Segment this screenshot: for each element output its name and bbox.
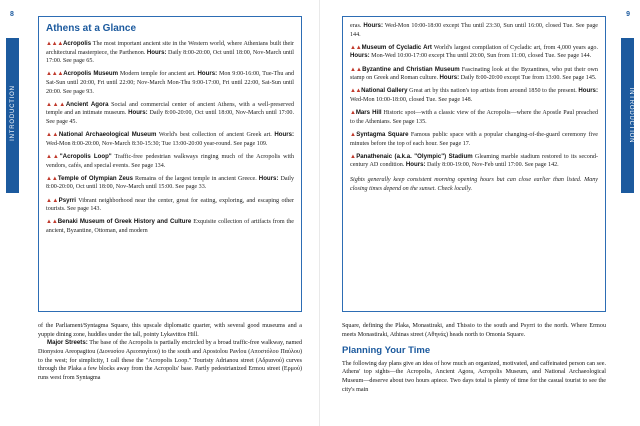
glance-entry	[46, 197, 294, 214]
section-tab-left	[6, 38, 19, 193]
glance-entry	[46, 175, 294, 192]
glance-entry	[46, 218, 294, 235]
left-body-text	[38, 322, 302, 382]
glance-entry	[350, 87, 598, 104]
hours-label: Hours:	[197, 70, 218, 78]
hours-label: Hours:	[578, 87, 598, 95]
body-paragraph: The following day plans give an idea of how much an organized, motivated, and caffeinated person can see. Athens' top sights—the Acropolis, Ancient Agora, Acropolis Museum, and National Archaeological Museum—deserve about two hours apiece. Two days total is plenty of time for the casual tourist to see the city's main	[342, 360, 606, 393]
hours-detail: Daily 8:00-20:00, Oct until 18:00, Nov-March until 17:00. See page 65.	[46, 49, 295, 65]
hours-label: Hours:	[405, 161, 426, 169]
sight-desc: Fascinating look at the Byzantines, who put their own stamp on Greek and Roman culture.	[350, 66, 598, 82]
sight-desc: Great art by this nation's top artists from around 1850 to the present.	[407, 88, 579, 95]
sight-desc: The most important ancient site in the Western world, where Athenians built their architectural masterpiece, the Parthenon.	[46, 41, 294, 56]
hours-label: Hours:	[258, 174, 279, 182]
glance-entry	[350, 153, 598, 170]
sight-name: Ancient Agora	[65, 100, 109, 108]
sight-name: Acropolis Museum	[63, 70, 119, 78]
sight-name: Panathenaic (a.k.a. "Olympic") Stadium	[356, 152, 473, 160]
rating-triangles: ▲▲▲	[46, 101, 66, 108]
athens-at-a-glance-box	[38, 16, 302, 312]
rating-triangles: ▲▲	[46, 219, 58, 226]
section-tab-right-label: INTRODUCTION	[628, 87, 634, 144]
hours-detail: Daily 8:00-19:00, Nov-Feb until 17:00. See page 142.	[425, 162, 559, 169]
glance-entry	[350, 44, 598, 61]
sight-name: Benaki Museum of Greek History and Culture	[57, 218, 192, 226]
sight-desc: Historic spot—with a classic view of the Acropolis—where the Apostle Paul preached to the Athenians. See page 135.	[350, 110, 598, 125]
sight-name: "Acropolis Loop"	[59, 153, 112, 161]
glance-entry	[46, 101, 294, 127]
section-heading-planning: Planning Your Time	[342, 345, 431, 357]
body-paragraph-major-streets	[38, 339, 302, 382]
sight-desc: Famous public space with a popular changing-of-the-guard ceremony five minutes before the top of each hour. See page 17.	[350, 131, 598, 147]
rating-triangles: ▲▲	[350, 44, 362, 51]
sight-name: Byzantine and Christian Museum	[362, 65, 460, 73]
sight-desc: Gleaming marble stadium restored to its second-century AD condition.	[350, 153, 598, 169]
hours-label: Hours:	[363, 22, 383, 29]
rating-triangles: ▲	[350, 110, 356, 117]
glance-entry	[350, 66, 598, 83]
body-paragraph: of the Parliament/Syntagma Square, this upscale diplomatic quarter, with several good museums and a yuppie dining zone, huddles under the tall, pointy Lykavittos Hill.	[38, 323, 302, 338]
body-paragraph: Square, defining the Plaka, Monastiraki, and Thissio to the south and Psyrri to the north. Where Ermou meets Monastiraki, Athinas street (Αθηνάς) heads north to Omonia Square.	[342, 323, 606, 338]
right-page	[320, 0, 640, 426]
glance-entry	[46, 40, 294, 66]
sight-desc: Traffic-free pedestrian walkways ringing much of the Acropolis with vendors, cafés, and special events. See page 134.	[46, 154, 294, 169]
major-streets-heading: Major Streets:	[47, 339, 88, 347]
glance-entry	[46, 131, 294, 148]
page-number-right: 9	[626, 11, 630, 18]
sight-desc: Social and commercial center of ancient Athens, with a well-preserved temple and an intimate museum.	[46, 101, 295, 117]
sight-name: National Archaeological Museum	[58, 131, 157, 139]
box-title: Athens at a Glance	[46, 23, 137, 34]
hours-detail: Daily 8:00-20:00 except Tue from 13:00. See page 145.	[459, 75, 597, 82]
right-body-text	[342, 322, 606, 394]
hours-detail: Mon 9:00-16:00, Tue-Thu and Sat-Sun until 20:00, Fri until 22:00; Nov-March Mon-Thu 9:00-17:00, Fri until 22:00, Sat-Sun until 20:00. See page 93.	[46, 71, 294, 95]
hours-label: Hours:	[274, 131, 294, 139]
rating-triangles: ▲	[350, 153, 357, 160]
section-tab-left-label: INTRODUCTION	[10, 85, 16, 141]
hours-label: Hours:	[439, 74, 460, 82]
rating-triangles: ▲▲	[350, 66, 363, 73]
page-number-left: 8	[10, 11, 14, 18]
sight-name: Mars Hill	[355, 109, 382, 117]
rating-triangles: ▲▲	[46, 175, 58, 182]
glance-entry	[350, 109, 598, 126]
sight-name: Museum of Cycladic Art	[361, 43, 432, 51]
sight-desc: World's best collection of ancient Greek art.	[156, 132, 275, 139]
box-footnote: Sights generally keep consistent morning opening hours but can close earlier than listed. Many closing times depend on the sunset. Check locally.	[350, 176, 598, 192]
glance-entry	[350, 131, 598, 148]
sight-desc: Modern temple for ancient art.	[118, 71, 198, 78]
hours-label: Hours:	[146, 48, 167, 56]
sight-desc: eras.	[350, 23, 364, 29]
sight-name: Psyrri	[58, 196, 76, 204]
rating-triangles: ▲▲	[46, 154, 60, 161]
major-streets-text: The base of the Acropolis is partially encircled by a broad traffic-free walkway, named Dionysiou Areopagitou (Διονυσίου Αρεοπαγίτου) to the south and Apostolou Pavlou (Αποστόλου Παύλου) to the west; for simplicity, I call these the "Acropolis Loop." Touristy Adrianou street (Αδριανού) curves through the Plaka a few blocks away from the Acropolis' base. Partly pedestrianized Ermou street (Ερμού) runs west from Syntagma	[38, 340, 302, 381]
rating-triangles: ▲▲	[46, 132, 59, 139]
glance-entry	[350, 22, 598, 39]
sight-desc: Vibrant neighborhood near the center, great for eating, exploring, and escaping other tourists. See page 143.	[46, 197, 294, 213]
sight-name: Acropolis	[62, 40, 92, 47]
section-tab-right	[621, 38, 634, 193]
hours-label: Hours:	[128, 109, 148, 117]
hours-detail: Wed-Mon 10:00-18:00, closed Tue. See page 148.	[350, 96, 473, 103]
sight-name: Temple of Olympian Zeus	[57, 174, 134, 182]
hours-detail: Daily 8:00-20:00, Oct until 18:00, Nov-March until 17:00. See page 45.	[46, 110, 294, 126]
rating-triangles: ▲	[350, 131, 357, 138]
sight-name: Syntagma Square	[356, 130, 409, 138]
hours-label: Hours:	[350, 52, 370, 60]
rating-triangles: ▲▲▲	[46, 71, 64, 78]
sight-desc: Remains of the largest temple in ancient Greece.	[133, 175, 259, 182]
rating-triangles: ▲▲	[350, 88, 362, 95]
hours-detail: Wed-Mon 10:00-18:00 except Thu until 23:30, Sun until 16:00, closed Tue. See page 144.	[350, 23, 599, 38]
rating-triangles: ▲▲▲	[46, 41, 63, 47]
hours-detail: Daily 8:00-20:00, Oct until 18:00, Nov-March until 15:00. See page 33.	[46, 175, 294, 191]
rating-triangles: ▲▲	[46, 197, 59, 204]
sight-desc: World's largest compilation of Cycladic art, from 4,000 years ago.	[431, 44, 598, 51]
sight-name: National Gallery	[361, 87, 408, 95]
athens-at-a-glance-box-continued	[342, 16, 606, 312]
hours-detail: Mon-Wed 10:00-17:00 except Thu until 20:00, Sun from 11:00, closed Tue. See page 144.	[369, 53, 592, 60]
glance-entry	[46, 70, 294, 96]
hours-detail: Wed-Mon 8:00-20:00, Nov-March 8:30-15:30; Tue 13:00-20:00 year-round. See page 109.	[46, 140, 268, 147]
sight-desc: Exquisite collection of artifacts from the ancient, Byzantine, Ottoman, and modern	[46, 219, 294, 235]
glance-entry	[46, 153, 294, 170]
